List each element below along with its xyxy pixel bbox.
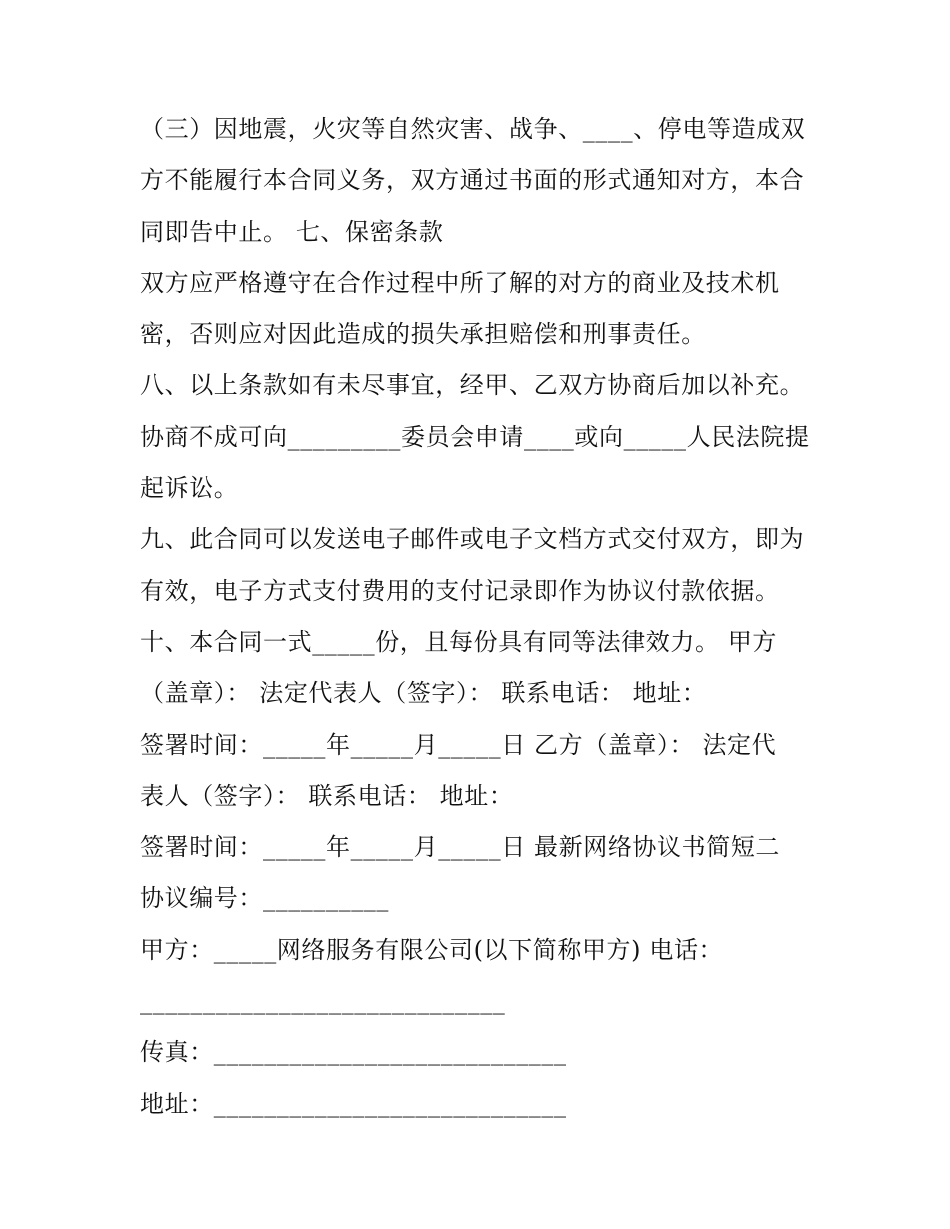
text-line: 十、本合同一式_____份，且每份具有同等法律效力。 甲方	[140, 627, 778, 656]
text-line: 协商不成可向_________委员会申请____或向_____人民法院提	[140, 422, 810, 451]
text-line: 八、以上条款如有未尽事宜，经甲、乙双方协商后加以补充。	[140, 371, 805, 400]
text-line: 签署时间：_____年_____月_____日 乙方（盖章）： 法定代	[140, 730, 777, 759]
text-line: 表人（签字）： 联系电话： 地址：	[140, 781, 514, 810]
document-page	[140, 104, 830, 1130]
text-line: （盖章）： 法定代表人（签字）： 联系电话： 地址：	[140, 679, 707, 708]
text-line: 方不能履行本合同义务，双方通过书面的形式通知对方，本合	[140, 166, 805, 195]
text-line: _____________________________	[140, 987, 506, 1016]
text-line: 甲方：_____网络服务有限公司(以下简称甲方) 电话：	[140, 935, 724, 964]
text-line: 签署时间：_____年_____月_____日 最新网络协议书简短二	[140, 833, 781, 862]
text-line: 同即告中止。 七、保密条款	[140, 217, 444, 246]
text-line: 密，否则应对因此造成的损失承担赔偿和刑事责任。	[140, 320, 706, 349]
text-line: 双方应严格遵守在合作过程中所了解的对方的商业及技术机	[140, 268, 780, 297]
text-line: 传真：____________________________	[140, 1038, 567, 1067]
text-line: 起诉讼。	[140, 474, 239, 503]
text-line: 九、此合同可以发送电子邮件或电子文档方式交付双方，即为	[140, 525, 805, 554]
text-line: （三）因地震，火灾等自然灾害、战争、____、停电等造成双	[140, 115, 806, 143]
text-line: 地址：____________________________	[140, 1089, 567, 1118]
text-line: 有效，电子方式支付费用的支付记录即作为协议付款依据。	[140, 576, 780, 605]
text-line: 协议编号：__________	[140, 884, 389, 913]
